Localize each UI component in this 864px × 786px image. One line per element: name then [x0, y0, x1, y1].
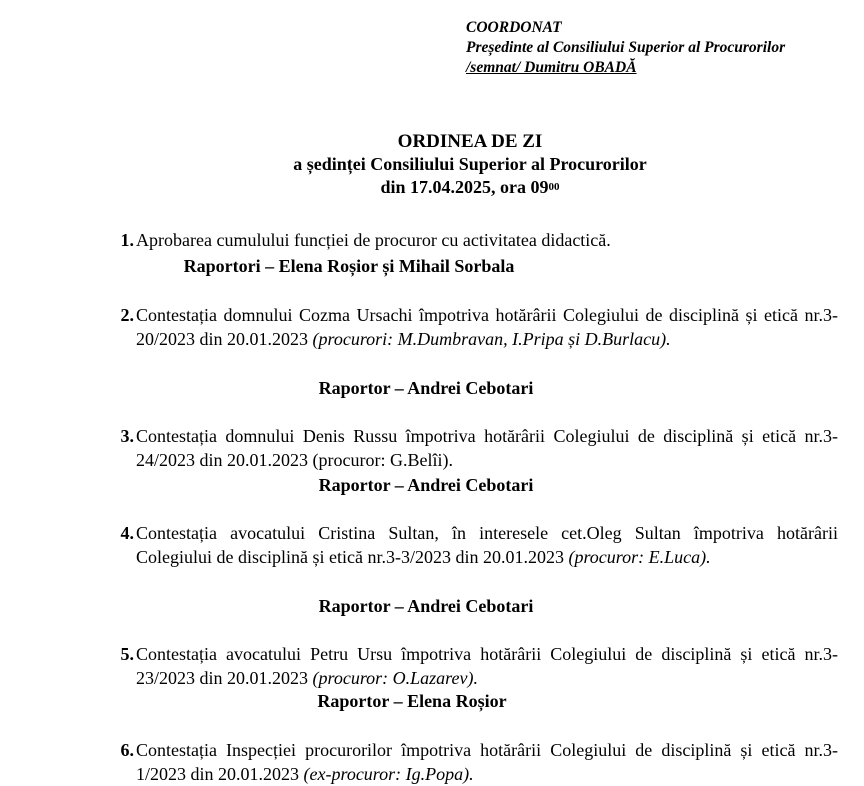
agenda-title: ORDINEA DE ZI	[397, 131, 543, 152]
agenda-subtitle: a ședinței Consiliului Superior al Procurorilor	[293, 154, 647, 174]
agenda-item	[108, 643, 838, 690]
agenda-item-text	[136, 522, 838, 569]
agenda-item-body: Contestația domnului Cozma Ursachi împotriva hotărârii Colegiului de disciplină și etică nr.3-20/2023 din 20.01.2023	[136, 305, 838, 349]
agenda-item-number: 1.	[120, 230, 134, 250]
agenda-item-prosecutors: (procuror: O.Lazarev).	[312, 667, 478, 688]
agenda-item	[108, 739, 838, 786]
approval-position: Președinte al Consiliului Superior al Procurorilor	[466, 39, 786, 56]
agenda-date-line	[0, 176, 864, 202]
agenda-item	[108, 304, 838, 351]
agenda-item-body: Contestația avocatului Petru Ursu împotriva hotărârii Colegiului de disciplină și etică nr.3-23/2023 din 20.01.2023	[136, 644, 838, 688]
agenda-item-body: Contestația domnului Denis Russu împotriva hotărârii Colegiului de disciplină și etică nr.3-24/2023 din 20.01.2023 (procuror: G.Belîi).	[136, 426, 838, 470]
agenda-item-body: Contestația avocatului Cristina Sultan, în interesele cet.Oleg Sultan împotriva hotărârii Colegiului de disciplină și etică nr.3-3/2023 din 20.01.2023	[136, 523, 838, 567]
agenda-item-rapporteur: Raportor – Elena Roșior	[317, 691, 507, 711]
agenda-item-body: Aprobarea cumulului funcției de procuror cu activitatea didactică.	[136, 230, 611, 250]
agenda-item	[108, 425, 838, 472]
agenda-item-number: 3.	[120, 426, 134, 446]
agenda-item-rapporteur: Raportor – Andrei Cebotari	[318, 475, 534, 495]
agenda-item-prosecutors: (ex-procuror: Ig.Popa).	[303, 763, 474, 784]
agenda-item-number: 5.	[120, 644, 134, 664]
approval-signature: /semnat/ Dumitru OBADĂ	[466, 59, 637, 76]
agenda-item-rapporteur: Raportor – Andrei Cebotari	[318, 596, 534, 616]
approval-stamp	[466, 18, 785, 78]
agenda-item	[108, 229, 838, 253]
agenda-item-number: 4.	[120, 523, 134, 543]
agenda-item-rapporteur: Raportori – Elena Roșior și Mihail Sorbala	[183, 256, 515, 276]
agenda-item-text	[136, 643, 838, 690]
agenda-item	[108, 522, 838, 569]
agenda-item-text	[136, 229, 838, 253]
agenda-time-minutes: 00	[548, 181, 560, 193]
agenda-title-block	[0, 130, 864, 202]
agenda-item-text	[136, 425, 838, 472]
agenda-item-body: Contestația Inspecției procurorilor împotriva hotărârii Colegiului de disciplină și etică nr.3-1/2023 din 20.01.2023	[136, 740, 838, 784]
agenda-item-prosecutors: (procuror: E.Luca).	[568, 546, 711, 567]
agenda-item-prosecutors: (procurori: M.Dumbravan, I.Pripa și D.Burlacu).	[312, 328, 671, 349]
agenda-item-rapporteur: Raportor – Andrei Cebotari	[318, 378, 534, 398]
agenda-date: din 17.04.2025, ora 09	[380, 177, 549, 197]
agenda-item-number: 2.	[120, 305, 134, 325]
approval-label: COORDONAT	[466, 19, 562, 36]
agenda-item-text	[136, 304, 838, 351]
agenda-item-text	[136, 739, 838, 786]
agenda-item-number: 6.	[120, 740, 134, 760]
